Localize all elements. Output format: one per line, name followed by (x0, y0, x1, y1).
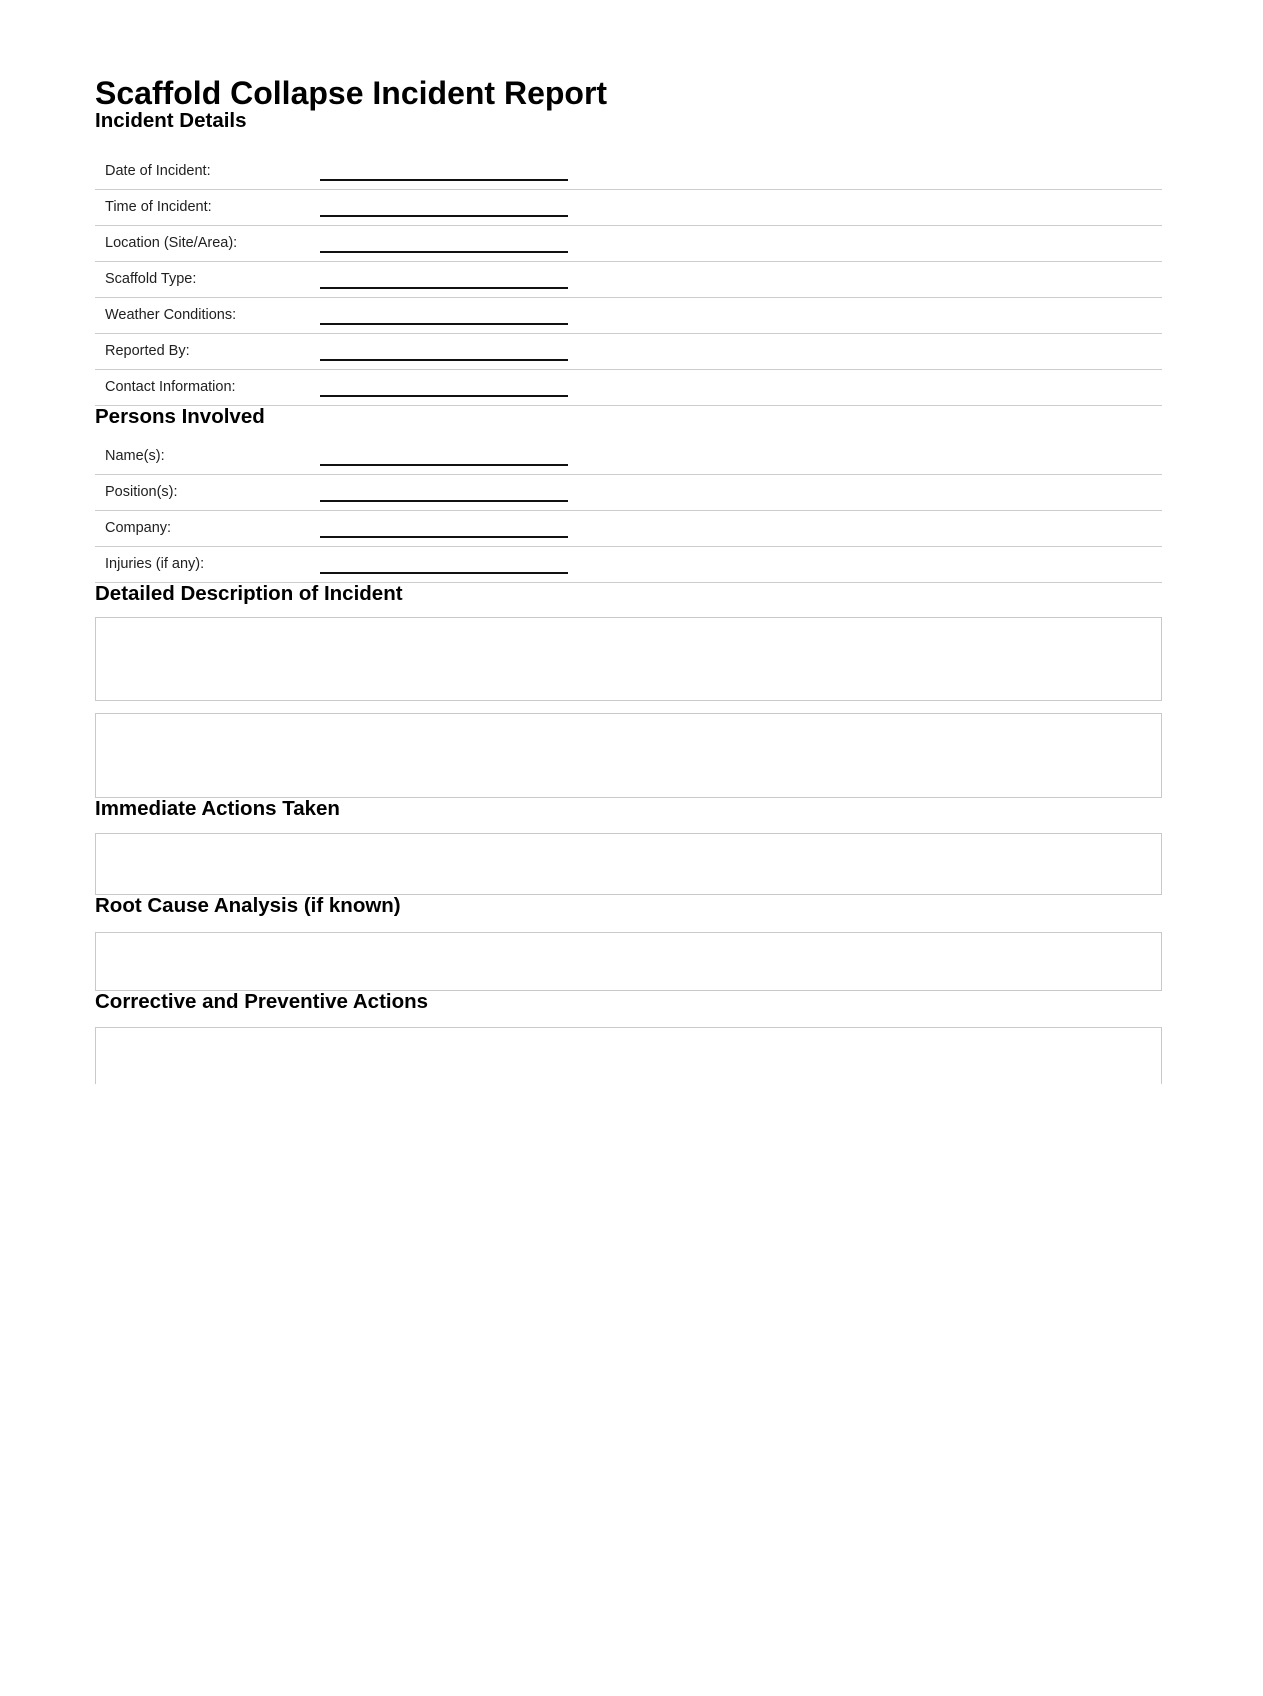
field-label: Contact Information: (105, 379, 236, 395)
fill-in-line-scaffold-type[interactable] (320, 271, 568, 289)
root-cause-box[interactable] (95, 932, 1162, 991)
field-label: Position(s): (105, 484, 178, 500)
section-heading-corrective-actions: Corrective and Preventive Actions (95, 990, 429, 1013)
fill-in-line-reported-by[interactable] (320, 343, 568, 361)
detailed-description-box-1[interactable] (95, 617, 1162, 701)
fill-in-line-company[interactable] (320, 520, 568, 538)
field-label: Injuries (if any): (105, 556, 205, 572)
fill-in-line-names[interactable] (320, 448, 568, 466)
field-row-reported-by (95, 334, 1162, 370)
fill-in-line-date-of-incident[interactable] (320, 163, 568, 181)
field-row-names (95, 439, 1162, 475)
field-row-injuries (95, 547, 1162, 583)
immediate-actions-box[interactable] (95, 833, 1162, 895)
document-page (95, 0, 1162, 1084)
persons-involved-table (95, 439, 1162, 583)
section-heading-incident-details: Incident Details (95, 109, 247, 132)
field-row-positions (95, 475, 1162, 511)
incident-details-table (95, 154, 1162, 406)
field-row-scaffold-type (95, 262, 1162, 298)
field-row-company (95, 511, 1162, 547)
field-row-weather-conditions (95, 298, 1162, 334)
fill-in-line-contact-information[interactable] (320, 379, 568, 397)
field-label: Location (Site/Area): (105, 235, 238, 251)
field-row-location (95, 226, 1162, 262)
section-heading-persons-involved: Persons Involved (95, 405, 265, 428)
section-heading-root-cause: Root Cause Analysis (if known) (95, 894, 401, 917)
page-title: Scaffold Collapse Incident Report (95, 75, 608, 111)
section-heading-detailed-description: Detailed Description of Incident (95, 582, 403, 605)
field-row-date-of-incident (95, 154, 1162, 190)
field-label: Date of Incident: (105, 163, 211, 179)
field-label: Time of Incident: (105, 199, 212, 215)
fill-in-line-location[interactable] (320, 235, 568, 253)
field-label: Name(s): (105, 448, 165, 464)
corrective-actions-box[interactable] (95, 1027, 1162, 1084)
field-row-contact-information (95, 370, 1162, 406)
field-row-time-of-incident (95, 190, 1162, 226)
field-label: Scaffold Type: (105, 271, 197, 287)
field-label: Weather Conditions: (105, 307, 237, 323)
fill-in-line-injuries[interactable] (320, 556, 568, 574)
fill-in-line-weather-conditions[interactable] (320, 307, 568, 325)
fill-in-line-positions[interactable] (320, 484, 568, 502)
section-heading-immediate-actions: Immediate Actions Taken (95, 797, 340, 820)
fill-in-line-time-of-incident[interactable] (320, 199, 568, 217)
detailed-description-box-2[interactable] (95, 713, 1162, 798)
field-label: Reported By: (105, 343, 190, 359)
field-label: Company: (105, 520, 172, 536)
